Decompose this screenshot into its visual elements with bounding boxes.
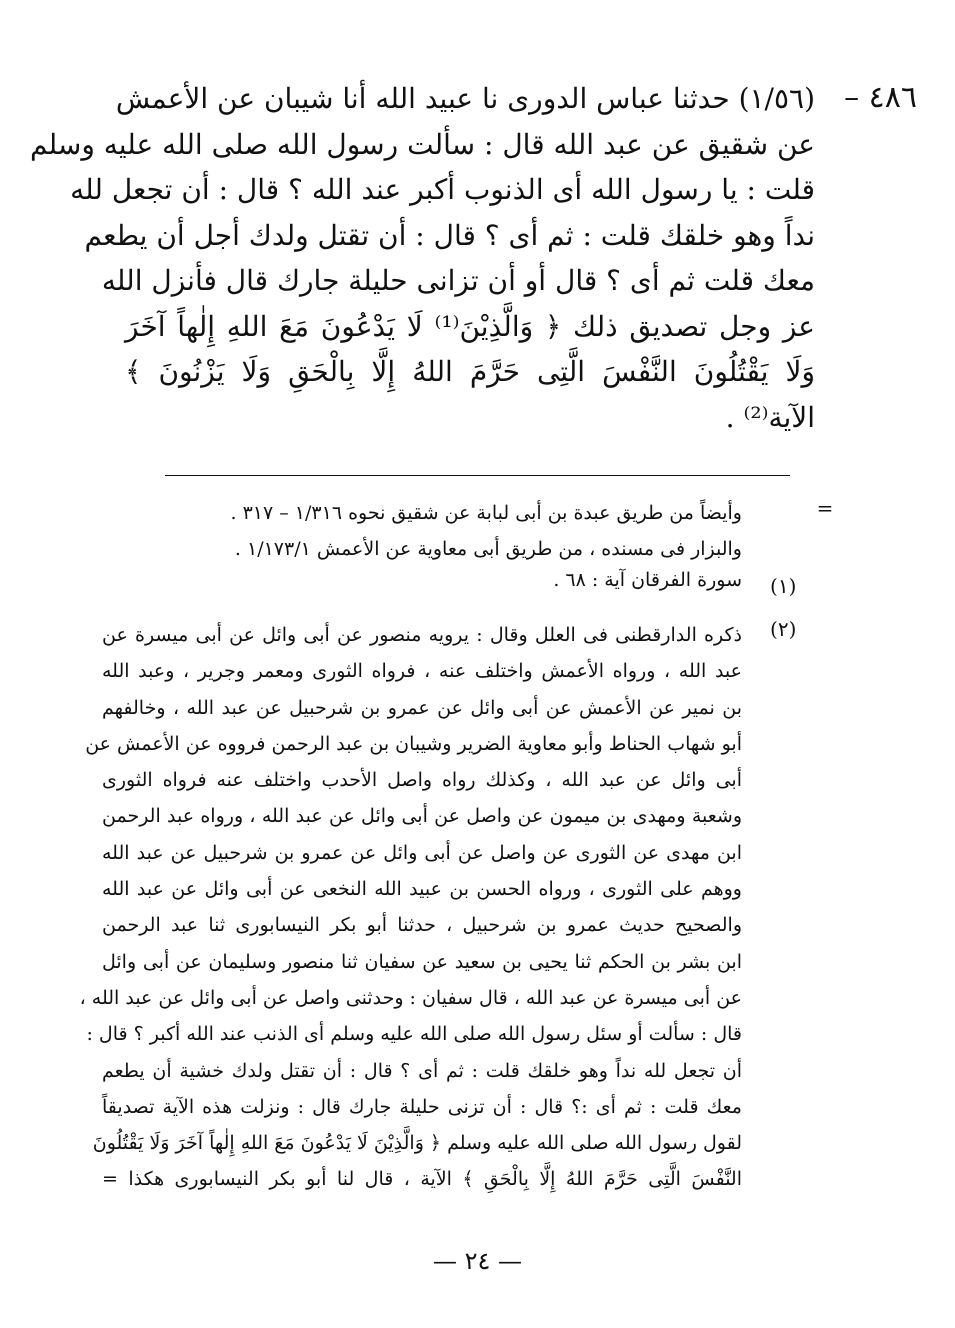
footnote-marker: (١) [770, 574, 797, 598]
footnote-marker: (٢) [770, 617, 797, 641]
page-number: — ٢٤ — [432, 1247, 523, 1275]
footnote-line: عن أبى ميسرة عن عبد الله ، قال سفيان : وحدثنى واصل عن أبى وائل عن عبد الله ، [79, 986, 742, 1009]
footnote-line: ابن بشر بن الحكم ثنا يحيى بن سعيد عن سفيان ثنا منصور وسليمان عن أبى وائل [102, 950, 742, 973]
footnote-line: وأيضاً من طريق عبدة بن أبى لبابة عن شقيق نحوه ١/٣١٦ – ٣١٧ . [230, 502, 742, 524]
footnote-marker: = [816, 496, 834, 520]
footnote-line: بن نمير عن الأعمش عن أبى وائل عن عمرو بن شرحبيل عن عبد الله ، وخالفهم [102, 696, 742, 719]
footnote-line: ذكره الدارقطنى فى العلل وقال : يرويه منصور عن أبى وائل عن أبى ميسرة عن [102, 624, 742, 646]
hadith-text [29, 76, 815, 440]
footnote-line: معك قلت : ثم أى :؟ قال : أن تزنى حليلة جارك قال : ونزلت هذه الآية تصديقاً [102, 1095, 742, 1118]
footnote-line: لقول رسول الله صلى الله عليه وسلم ﴿ وَالَّذِيْنَ لَا يَدْعُونَ مَعَ اللهِ إِلٰهاً آخَرَ وَلَا يَقْتُلُونَ [92, 1132, 742, 1155]
footnote-line: أبى وائل عن عبد الله ، وكذلك رواه واصل الأحدب واختلف عنه فرواه الثورى [102, 769, 742, 792]
footnote-2 [79, 617, 742, 1198]
hadith-line: معك قلت ثم أى ؟ قال أو أن تزانى حليلة جارك قال فأنزل الله [101, 264, 815, 297]
footnote-line: والصحيح حديث عمرو بن شرحبيل ، حدثنا أبو بكر النيسابورى ثنا عبد الرحمن [102, 914, 742, 937]
hadith-line: نداً وهو خلقك قلت : ثم أى ؟ قال : أن تقتل ولدك أجل أن يطعم [84, 218, 815, 252]
footnotes [102, 495, 742, 598]
footnote-line: ووهم على الثورى ، ورواه الحسن بن عبيد الله النخعى عن أبى وائل عن عبد الله [102, 878, 742, 901]
footnote-line: أن تجعل لله نداً وهو خلقك قلت : ثم أى ؟ قال : أن تقتل ولدك خشية أن يطعم [102, 1059, 742, 1082]
hadith-line: وَلَا يَقْتُلُونَ النَّفْسَ الَّتِى حَرَّمَ اللهُ إِلَّا بِالْحَقِ وَلَا يَزْنُونَ ﴾ [125, 355, 815, 388]
hadith-number: ٤٨٦ – [844, 80, 917, 115]
footnote-line: وشعبة ومهدى بن ميمون عن واصل عن أبى وائل عن عبد الله ، ورواه عبد الرحمن [102, 805, 742, 828]
footnote-separator [165, 475, 790, 476]
hadith-line: عز وجل تصديق ذلك ﴿ وَالَّذِيْنَ⁽¹⁾ لَا يَدْعُونَ مَعَ اللهِ إِلٰهاً آخَرَ [125, 309, 815, 343]
footnote-line: أبو شهاب الحناط وأبو معاوية الضرير وشيبان بن عبد الرحمن فرووه عن الأعمش عن [85, 732, 742, 755]
hadith-line: عن شقيق عن عبد الله قال : سألت رسول الله صلى الله عليه وسلم [29, 127, 815, 161]
footnote-line: النَّفْسَ الَّتِى حَرَّمَ اللهُ إِلَّا بِالْحَقِ ﴾ الآية ، قال لنا أبو بكر النيسابورى هكذا = [102, 1168, 742, 1191]
footnote-line: سورة الفرقان آية : ٦٨ . [553, 568, 742, 591]
hadith-line: (١/٥٦) حدثنا عباس الدورى نا عبيد الله أنا شيبان عن الأعمش [115, 82, 815, 115]
footnote-line: والبزار فى مسنده ، من طريق أبى معاوية عن الأعمش ١/١٧٣/١ . [234, 538, 742, 561]
hadith-line: الآية⁽²⁾ . [725, 400, 815, 434]
footnote-line: ابن مهدى عن الثورى عن واصل عن أبى وائل عن عمرو بن شرحبيل عن عبد الله [102, 841, 742, 864]
footnote-line: قال : سألت أو سئل رسول الله صلى الله عليه وسلم أى الذنب عند الله أكبر ؟ قال : [86, 1023, 742, 1046]
footnote-line: عبد الله ، ورواه الأعمش واختلف عنه ، فرواه الثورى ومعمر وجرير ، وعبد الله [102, 660, 742, 683]
hadith-line: قلت : يا رسول الله أى الذنوب أكبر عند الله ؟ قال : أن تجعل لله [70, 173, 815, 206]
